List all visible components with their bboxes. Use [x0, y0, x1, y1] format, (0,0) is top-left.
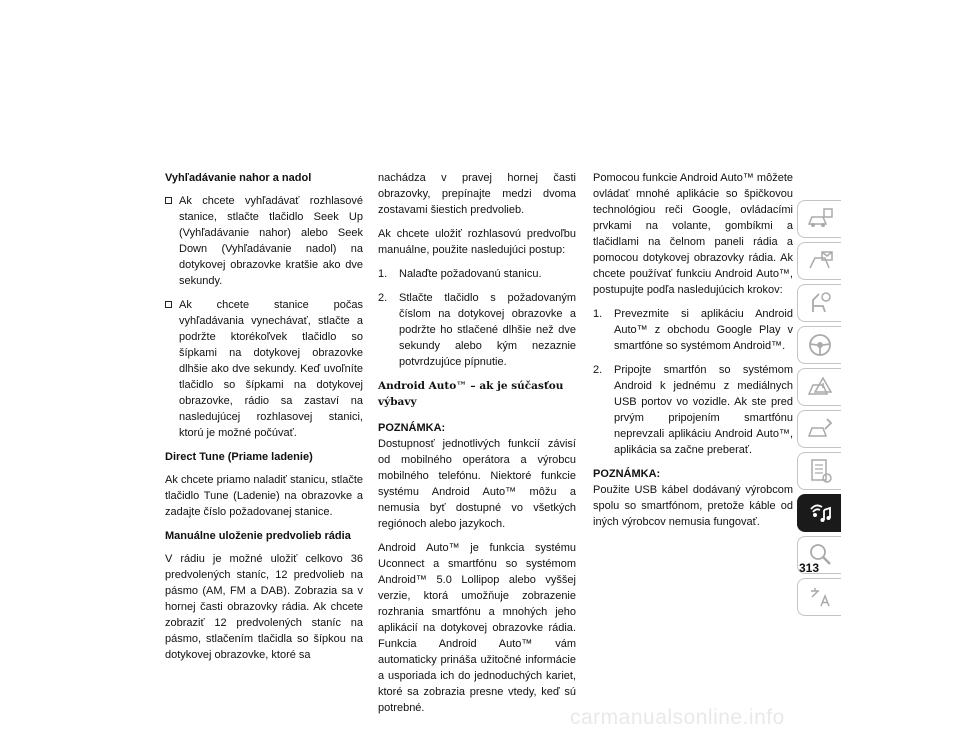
tab-car-service[interactable]: [797, 410, 841, 448]
languages-icon: [805, 582, 835, 612]
paragraph-direct-tune: Ak chcete priamo naladiť stanicu, stlačte tlačidlo Tune (Ladenie) na obrazovke a zadajte číslo požadovanej stanice.: [165, 474, 363, 518]
tab-multimedia[interactable]: [797, 494, 841, 532]
maintenance-list-icon: [805, 456, 835, 486]
car-info-icon: [805, 204, 835, 234]
list-text: Stlačte tlačidlo s požadovaným číslom na dotykovej obrazovke a podržte ho stlačené dlhšie než dve sekundy alebo kým nezaznie potvrdzujúce pípnutie.: [399, 292, 576, 368]
tab-steering-wheel[interactable]: [797, 326, 841, 364]
steering-wheel-icon: [805, 330, 835, 360]
bullet-seek: [165, 193, 363, 289]
emergency-icon: [805, 372, 835, 402]
list-number: 1.: [378, 268, 388, 280]
paragraph-preset-manual: Ak chcete uložiť rozhlasovú predvoľbu manuálne, použite nasledujúci postup:: [378, 228, 576, 256]
list-item: [593, 362, 793, 458]
square-bullet-icon: [165, 301, 172, 308]
note-text: Použite USB kábel dodávaný výrobcom spolu so smartfónom, pretože káble od iných výrobcov nemusia fungovať.: [593, 484, 793, 528]
list-number: 1.: [593, 308, 603, 320]
tab-emergency[interactable]: [797, 368, 841, 406]
square-bullet-icon: [165, 197, 172, 204]
tab-dashboard-lights[interactable]: [797, 242, 841, 280]
list-text: Nalaďte požadovanú stanicu.: [399, 268, 542, 280]
note-label: POZNÁMKA:: [593, 468, 661, 480]
paragraph-android-control: Pomocou funkcie Android Auto™ môžete ovládať mnohé aplikácie so špičkovou technológiou reči Google, ovládacími prvkami na volante, gombíkmi a tlačidlami na čelnom paneli rádia a pomocou dotykovej obrazovky rádia. Ak chcete používať funkciu Android Auto™, postupujte podľa nasledujúcich krokov:: [593, 172, 793, 296]
tab-languages[interactable]: [797, 578, 841, 616]
tab-airbag-seat[interactable]: [797, 284, 841, 322]
paragraph-preset-switch: nachádza v pravej hornej časti obrazovky, prepínajte medzi dvoma zostavami šiestich predvolieb.: [378, 172, 576, 216]
bullet-skip: [165, 297, 363, 441]
watermark: carmanualsonline.info: [570, 706, 785, 729]
tab-car-info[interactable]: [797, 200, 841, 238]
list-text: Pripojte smartfón so systémom Android k jednému z mediálnych USB portov vo vozidle. Ak ste pred prvým pripojením smartfónu neprevzali aplikáciu Android Auto™, aplikácia sa začne preberať.: [614, 364, 793, 456]
list-number: 2.: [593, 364, 603, 376]
heading-presets: Manuálne uloženie predvolieb rádia: [165, 530, 351, 542]
paragraph-android-auto: Android Auto™ je funkcia systému Uconnect a smartfónu so systémom Android™ 5.0 Lollipop alebo vyššej verzie, ktorá umožňuje zobrazenie rozhrania smartfónu a mnohých jeho aplikácií na dotykovej obrazovke rádia. Funkcia Android Auto™ vám automaticky prináša užitočné informácie a usporiada ich do jednoduchých kariet, ktoré sa zobrazia presne vtedy, keď sú potrebné.: [378, 542, 576, 714]
left-column: [165, 170, 363, 671]
note-text: Dostupnosť jednotlivých funkcií závisí od mobilného operátora a výrobcu mobilného telefónu. Niektoré funkcie systému Android Auto™ môžu a nemusia byť dostupné vo všetkých regiónoch alebo jazykoch.: [378, 438, 576, 530]
heading-android-auto: Android Auto™ – ak je súčasťou výbavy: [378, 380, 564, 408]
paragraph-presets: V rádiu je možné uložiť celkovo 36 predvolených staníc, 12 predvolieb na pásmo (AM, FM a DAB). Zobrazia sa v hornej časti obrazovky rádia. Ak chcete zobraziť 12 predvolených staníc na pásmo, stlačením tlačidla so šípkou na dotykovej obrazovke, ktoré sa: [165, 553, 363, 661]
list-item: [378, 290, 576, 370]
right-column: [593, 170, 793, 538]
bullet-text: Ak chcete stanice počas vyhľadávania vynechávať, stlačte a podržte ktorékoľvek tlačidlo so šípkami na dotykovej obrazovke dlhšie ako dve sekundy. Keď uvoľníte tlačidlo so šípkami na dotykovej obrazovke, rádio sa zastaví na nasledujúcej rozhlasovej stanici, ktorú je možné počúvať.: [179, 299, 363, 439]
dashboard-lights-icon: [805, 246, 835, 276]
bullet-text: Ak chcete vyhľadávať rozhlasové stanice, stlačte tlačidlo Seek Up (Vyhľadávanie nahor) alebo Seek Down (Vyhľadávanie nadol) na dotykovej obrazovke kratšie ako dve sekundy.: [179, 195, 363, 287]
page-number: 313: [799, 561, 820, 575]
multimedia-icon: [805, 498, 835, 528]
note-block: [378, 420, 576, 532]
list-text: Prevezmite si aplikáciu Android Auto™ z obchodu Google Play v smartfóne so systémom Android™.: [614, 308, 793, 352]
list-item: [593, 306, 793, 354]
airbag-seat-icon: [805, 288, 835, 318]
note-block: [593, 466, 793, 530]
tab-maintenance-list[interactable]: [797, 452, 841, 490]
heading-seek: Vyhľadávanie nahor a nadol: [165, 172, 312, 184]
middle-column: [378, 170, 576, 724]
list-number: 2.: [378, 292, 388, 304]
heading-direct-tune: Direct Tune (Priame ladenie): [165, 451, 313, 463]
list-item: [378, 266, 576, 282]
note-label: POZNÁMKA:: [378, 422, 446, 434]
chapter-tabs: [797, 200, 841, 620]
car-service-icon: [805, 414, 835, 444]
